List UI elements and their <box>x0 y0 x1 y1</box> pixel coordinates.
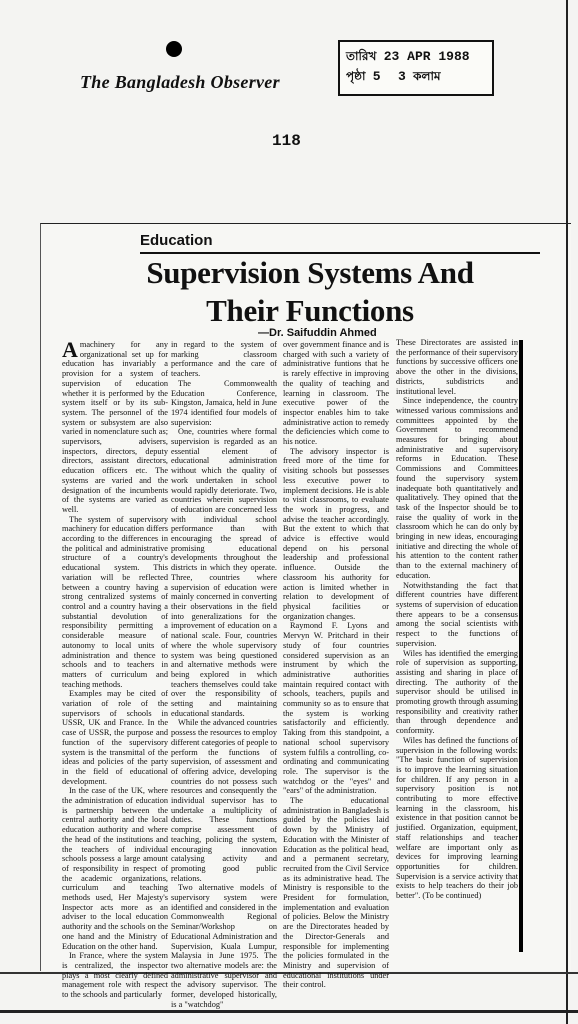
column-3-paragraph: The advisory inspector is freed more of the time for visiting schools but possesses less executive power to implement decisions. He is able to visit classrooms, to evaluate the work in progress, and advise the teacher accordingly. But the extent to which that advice is effective would depend on his personal leadership and professional influence. Outside the classroom his authority for action is limited whether in relation to development of physical facilities or organization changes. <box>283 446 389 621</box>
column-1-paragraph: In France, where the system is centralized, the inspector plays a most clearly defined management role with respect to the schools and particularly <box>62 951 168 1000</box>
page-edge-bottom-2 <box>0 1010 578 1013</box>
article-column-1 <box>62 337 168 1000</box>
scan-shadow-bar <box>519 340 523 952</box>
article-headline <box>90 254 530 330</box>
stamp-col-value: 3 <box>397 69 406 84</box>
archive-reference: 118 <box>272 132 301 150</box>
column-1-paragraph <box>62 337 168 515</box>
column-1-paragraph: Examples may be cited of variation of role of the supervisors of schools in USSR, UK and France. In the case of USSR, the purpose and function of the supervisory system is the transmittal of the ideas and policies of the party in the field of educational development. <box>62 689 168 786</box>
column-1-paragraph: The system of supervisory machinery for education differs according to the differences in the political and administrative structure of a country's educational system. This variation will be reflected between a country having a strong centralized systems of control and a country having a substantial devolution of responsibility permitting a considerable measure of autonomy to local units of administration and thence to schools and to teachers in matters of curriculum and teaching methods. <box>62 514 168 689</box>
stamp-col-label: কলাম <box>413 69 441 83</box>
column-1-paragraph: In the case of the UK, where the administration of education is partnership between the central authority and the local education authority and where the head of the institutions and the teachers of individual schools possess a large amount of responsibility in respect of the academic organizations, curriculum and teaching methods used, Her Majesty's Inspector acts more as an adviser to the local education authority and the schools on the one hand and the Ministry of Education on the other hand. <box>62 786 168 951</box>
stamp-date-label: তারিখ <box>346 49 377 63</box>
column-3-paragraph: over government finance and is charged with such a variety of administrative funtions that he is rarely effective in improving the quality of teaching and learning in classroom. The executive power of the inspector enables him to take administrative action to remedy the deficiencies which come to his notice. <box>283 340 389 447</box>
article-column-2 <box>171 340 277 1009</box>
column-4-paragraph: Since independence, the country witnessed various commissions and committees appointed by the Government to recommend measures for bringing about administrative and supervisory reforms in Education. These Commissions and Committees found the supervisory system inadequate both quantitatively and qualitatively. They opined that the task of the Inspector should be to raise the quality of work in the classroom which he can do only by bringing in new ideas, encouraging initiative and directing the whole of his attention to the content rather than to the external machinery of education. <box>396 396 518 580</box>
stamp-page-value: 5 <box>372 69 381 84</box>
article-column-4 <box>396 338 518 963</box>
article-byline: —Dr. Saifuddin Ahmed <box>258 327 377 339</box>
drop-cap: A <box>62 337 78 362</box>
stamp-date-value: 23 APR 1988 <box>383 49 470 64</box>
punch-hole <box>166 41 182 57</box>
column-3-paragraph: The educational administration in Bangladesh is guided by the policies laid down by the Ministry of Education with the Minister of Education as the political head, and a permanent secretary, recruited from the Civil Service as its administrative head. The Ministry is responsible to the President for formulation, implementation and evaluation of policies. Below the Ministry are the Directorates headed by the Director-Generals and responsible for implementing the policies formulated in the Ministry and supervision of educational institutions under their control. <box>283 796 389 990</box>
newspaper-title: The Bangladesh Observer <box>80 72 280 92</box>
date-stamp <box>338 40 494 96</box>
section-label: Education <box>140 232 213 249</box>
column-4-paragraph: Wiles has identified the emerging role of supervision as supporting, assisting and sharing in place of directing. The authority of the supervisor should be utilised in promoting growth through assuming responsibility and creativity rather than through dependence and conformity. <box>396 648 518 736</box>
column-4-paragraph: Notwithstanding the fact that different countries have different systems of supervision of education there appears to be a consensus among the social scientists with respect to the functions of supervision. <box>396 580 518 648</box>
column-2-paragraph: While the advanced countries possess the resources to employ different categories of people to perform the functions of supervision, of assessment and of offering advice, developing countries do not possess such resources and consequently the individual supervisor has to undertake a multiplicity of duties. These functions comprise assessment of teaching, policing the system, encouraging innovation catalysing activity and promoting good public relations. <box>171 718 277 883</box>
page-edge-right <box>566 0 568 1024</box>
article-column-3 <box>283 340 389 990</box>
headline-line-1: Supervision Systems And <box>146 255 474 290</box>
column-2-paragraph: in regard to the system of marking classroom performance and the care of teachers. <box>171 340 277 379</box>
column-1-paragraph-text: machinery for any organizational set up for education has invariably a provision for a system of supervision of education whether it is performed by the system itself or by its sub-system. The personnel of the system or subsystem are also varied in nomenclature such as; supervisors, advisers, inspectors, directors, deputy directors, assistant directors, education officers etc. The systems are varied and the designation of the incumbents of the systems are varied as well. <box>62 340 168 514</box>
column-2-paragraph: One, countries where formal supervision is regarded as an essential element of educational administration without which the quality of work undertaken in school would rapidly deteriorate. Two, countries wherein supervision of education are concerned less with individual school performance than with encouraging the spread of promising educational developments throughout the districts in which they operate. Three, countries where supervision of education were mainly concerned in converting their observations in the field into generalizations for the improvement of education on a national scale. Four, countries where the whole supervisory system was being questioned and alternative methods were being explored in which teachers themselves could take over the responsibility of setting and maintaining educational standards. <box>171 427 277 718</box>
stamp-page-label: পৃষ্ঠা <box>346 69 366 83</box>
column-4-paragraph: Wiles has defined the functions of supervision in the following words: "The basic function of supervision is to improve the learning situation for children. If any person in a supervisory position is not contributing to more effective learning in the classroom, his existence in that position cannot be justified. Organization, equipment, staff relationships and teacher welfare are important only as devices for improving learning opportunities for children. Supervision is a service activity that exists to help teachers do their job better". (To be continued) <box>396 735 518 901</box>
column-2-paragraph: Two alternative models of supervisory system were identified and considered in the Commonwealth Regional Seminar/Workshop on Educational Administration and Supervision, Kuala Lumpur, Malaysia in June 1975. The two alternative models are: the administrative supervisor and the advisory supervisor. The former, developed historically, is a "watchdog" <box>171 883 277 1009</box>
column-4-paragraph: These Directorates are assisted in the performance of their supervisory functions by successive officers one above the other in the divisions, districts, subdistricts and institutional level. <box>396 338 518 396</box>
headline-line-2: Their Functions <box>206 293 414 328</box>
column-2-paragraph: The Commonwealth Education Conference, Kingston, Jamaica, held in June 1974 identified four models of supervision: <box>171 378 277 427</box>
column-3-paragraph: Raymond F. Lyons and Mervyn W. Pritchard in their study of four countries considered supervision as an instrument by which the administrative authorities maintain required contact with schools, teachers, pupils and community so as to ensure that the system is working satisfactorily and efficiently. Taking from this standpoint, a national school supervisory system fulfils a controlling, co-ordinating and communicating role. The supervisor is the watchdog or the "eyes" and "ears" of the administration. <box>283 621 389 796</box>
